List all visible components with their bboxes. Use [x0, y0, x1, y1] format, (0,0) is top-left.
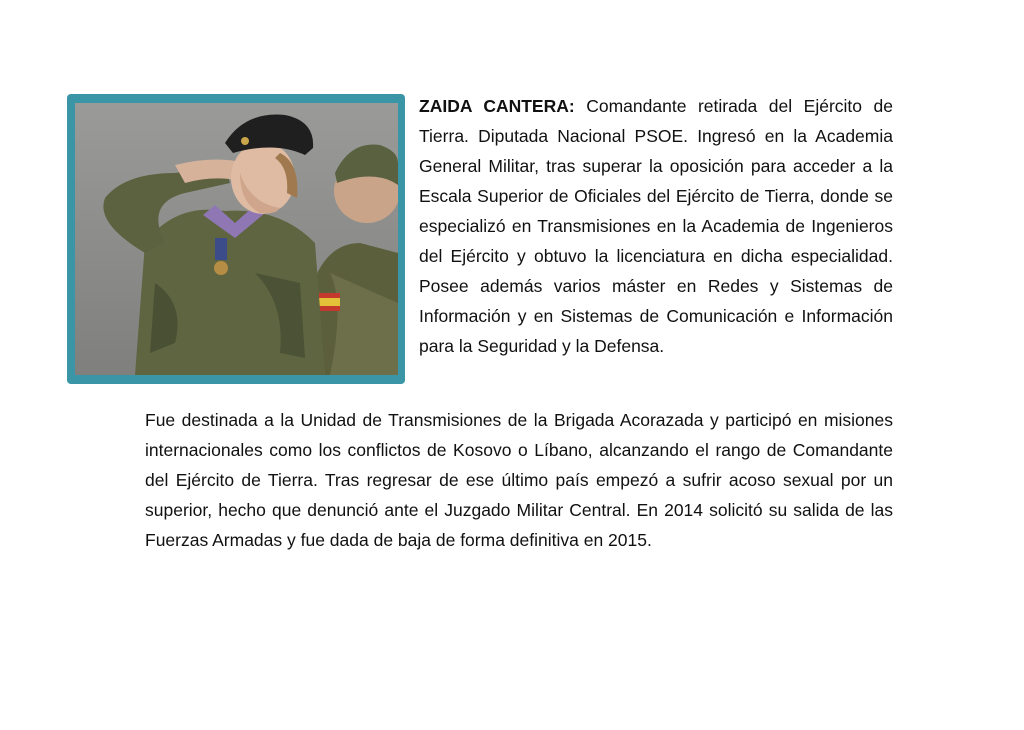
- photo-frame: [67, 94, 405, 384]
- bio-intro-paragraph: [419, 91, 893, 361]
- person-name: ZAIDA CANTERA:: [419, 96, 575, 116]
- bio-career-paragraph: Fue destinada a la Unidad de Transmisiones de la Brigada Acorazada y participó en misiones internacionales como los conflictos de Kosovo o Líbano, alcanzando el rango de Comandante del Ejército de Tierra. Tras regresar de ese último país empezó a sufrir acoso sexual por un superior, hecho que denunció ante el Juzgado Militar Central. En 2014 solicitó su salida de las Fuerzas Armadas y fue dada de baja de forma definitiva en 2015.: [145, 410, 893, 550]
- saluting-soldier-illustration: [75, 103, 398, 375]
- bio-intro-text: Comandante retirada del Ejército de Tierra. Diputada Nacional PSOE. Ingresó en la Academia General Militar, tras superar la oposición para acceder a la Escala Superior de Oficiales del Ejército de Tierra, donde se especializó en Transmisiones en la Academia de Ingenieros del Ejército y obtuvo la licenciatura en dicha especialidad. Posee además varios máster en Redes y Sistemas de Información y en Sistemas de Comunicación e Información para la Seguridad y la Defensa.: [419, 96, 893, 356]
- portrait-photo: [75, 103, 398, 375]
